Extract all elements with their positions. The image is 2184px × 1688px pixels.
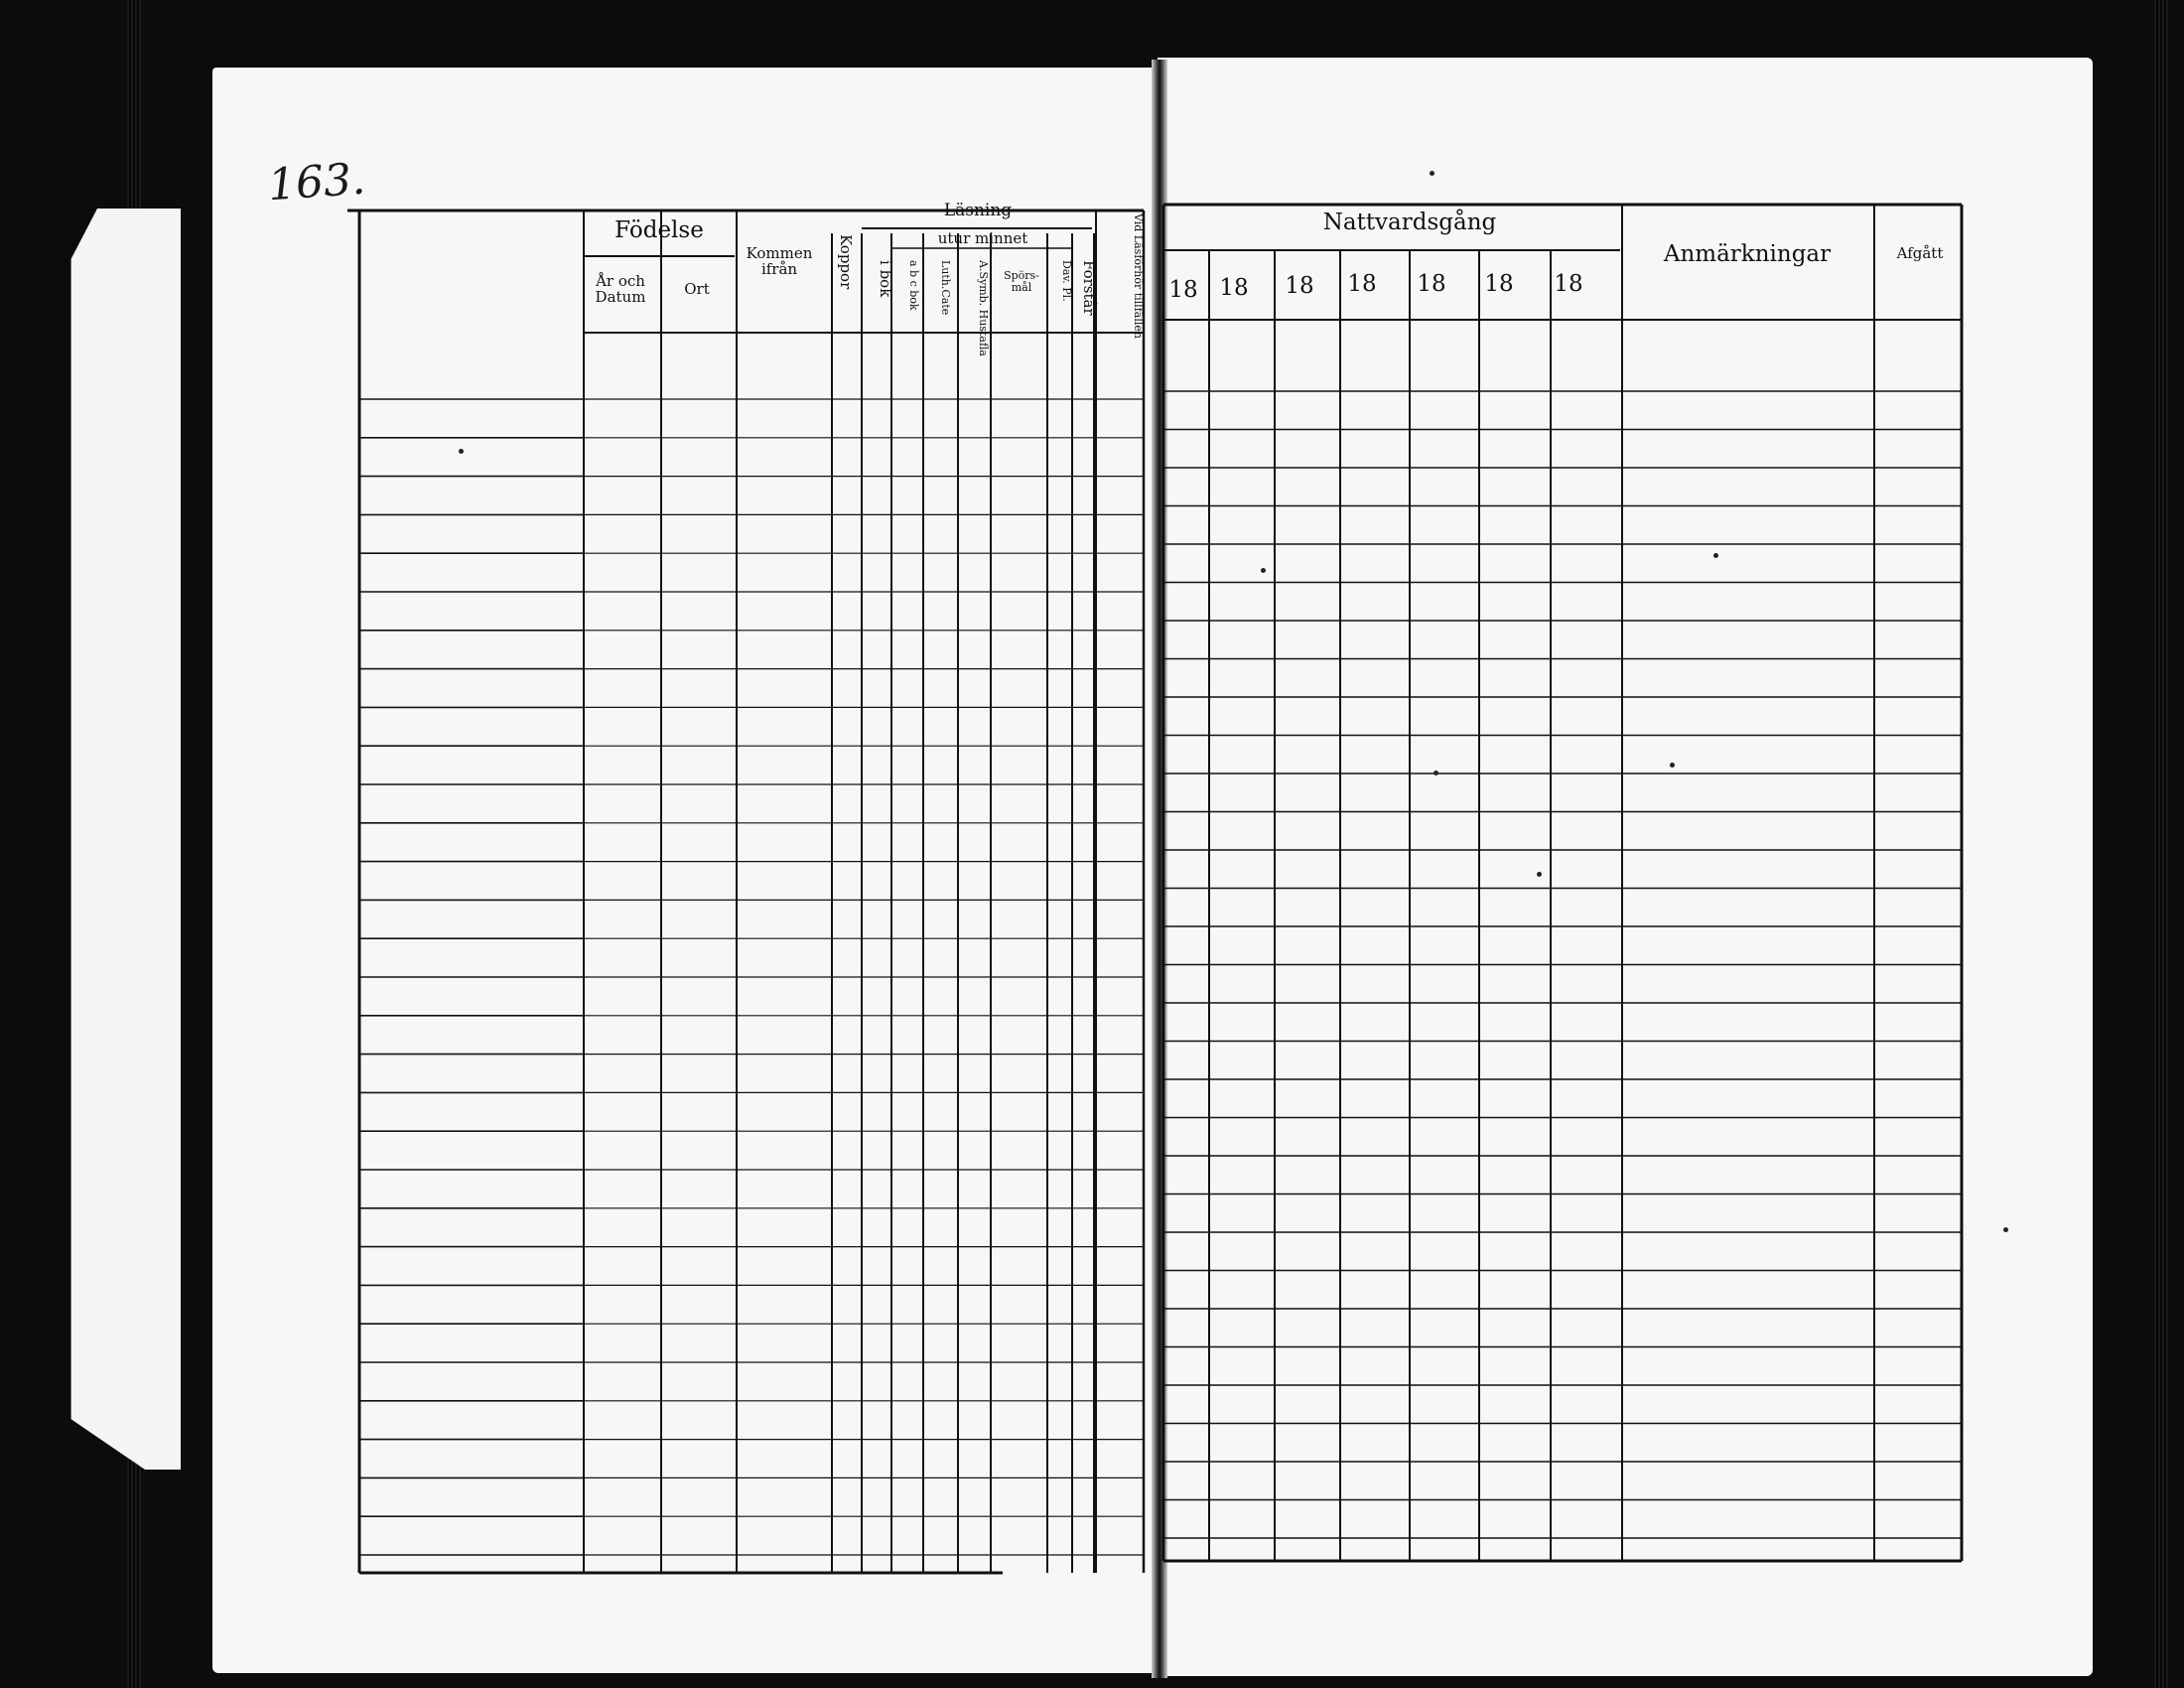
year-18-col-5: 18 <box>1417 271 1446 297</box>
ar-och-datum-header: År och Datum <box>595 272 646 306</box>
scan-speck <box>2003 1227 2008 1232</box>
lasning-col-sporsmal: Spörs-mål <box>1004 269 1039 294</box>
vid-lasforhor-header: Vid Läsförhör tillfällen <box>1132 213 1145 339</box>
ort-header: Ort <box>684 280 710 298</box>
year-18-col-2: 18 <box>1219 275 1249 301</box>
lasning-header: Läsning <box>943 201 1013 220</box>
lasning-col-i-bok: i bok <box>877 260 894 298</box>
year-18-col-3: 18 <box>1285 273 1314 299</box>
kommen-ifran-header: Kommen ifrån <box>746 244 813 278</box>
year-18-col-6: 18 <box>1484 271 1514 297</box>
nattvardsgang-header: Nattvardsgång <box>1322 210 1497 235</box>
lasning-col-abc-bok: a b c bok <box>907 260 920 311</box>
utur-minnet-header: utur minnet <box>937 229 1028 247</box>
year-18-col-7: 18 <box>1554 271 1583 297</box>
forstar-header: Förstår <box>1080 260 1098 316</box>
fodelse-header: Födelse <box>614 217 704 243</box>
year-18-col-1: 18 <box>1168 277 1198 303</box>
lasning-col-symb-hustafla: A.Symb. Hustafla <box>977 260 990 356</box>
scan-speck <box>1430 171 1434 176</box>
lasning-col-dav-pl: Dav. Pl. <box>1060 260 1073 302</box>
anmarkningar-header: Anmärkningar <box>1663 241 1832 267</box>
scan-speck <box>1713 553 1718 558</box>
year-18-col-4: 18 <box>1347 271 1377 297</box>
scan-speck <box>1433 771 1438 775</box>
scan-speck <box>1537 872 1542 877</box>
afgatt-header: Afgått <box>1896 244 1944 262</box>
scan-speck <box>1261 568 1266 573</box>
koppor-header: Koppor <box>837 234 855 290</box>
scan-speck <box>1670 763 1675 768</box>
page-number: 163. <box>266 153 367 211</box>
lasning-col-luth-cate: Luth.Cate <box>939 260 952 316</box>
scan-speck <box>459 449 464 454</box>
